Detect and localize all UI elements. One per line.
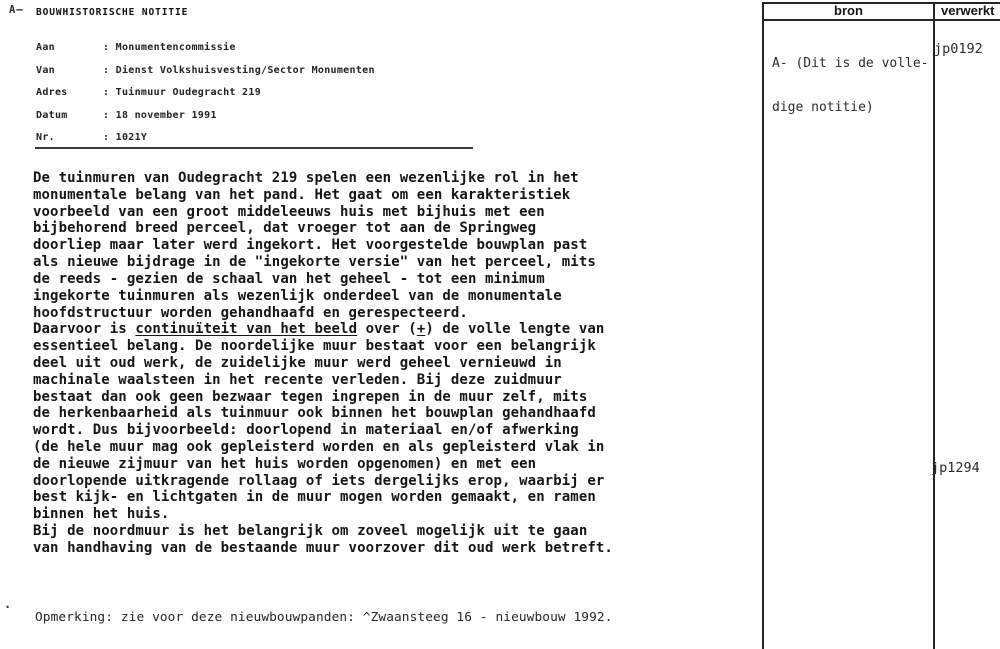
body-line: als nieuwe bijdrage in de "ingekorte versie" van het perceel, mits <box>33 254 596 271</box>
verwerkt-entry-jp0192: jp0192 <box>934 41 983 57</box>
body-line: deel uit oud werk, de zuidelijke muur werd geheel vernieuwd in <box>33 354 562 371</box>
meta-value-aan: : Monumentencommissie <box>103 42 236 53</box>
body-line: hoofdstructuur worden gehandhaafd en gerespecteerd. <box>33 304 468 321</box>
meta-label-aan: Aan <box>36 42 55 53</box>
body-line: Bij de noordmuur is het belangrijk om zoveel mogelijk uit te gaan <box>33 523 588 540</box>
meta-label-datum: Datum <box>36 109 68 121</box>
body-line: van handhaving van de bestaande muur voorzover dit oud werk betreft. <box>33 539 613 556</box>
body-text <box>33 170 673 557</box>
body-line: bijbehorend breed perceel, dat vroeger tot aan de Springweg <box>33 220 537 237</box>
document-ref-label: A— <box>9 4 24 16</box>
body-line: de reeds - gezien de schaal van het geheel - tot een minimum <box>33 270 545 287</box>
body-line: wordt. Dus bijvoorbeeld: doorlopend in materiaal en/of afwerking <box>33 422 579 439</box>
body-line: de nieuwe zijmuur van het huis worden opgenomen) en met een <box>33 455 537 472</box>
body-line: De tuinmuren van Oudegracht 219 spelen een wezenlijke rol in het <box>33 170 579 186</box>
meta-label-van: Van <box>36 64 55 76</box>
bron-cell-line1: A- (Dit is de volle- <box>772 56 929 71</box>
body-line: ingekorte tuinmuren als wezenlijk onderdeel van de monumentale <box>33 287 562 304</box>
meta-value-nr: : 1021Y <box>103 131 148 143</box>
body-line: machinale waalsteen in het recente verleden. Bij deze zuidmuur <box>33 371 562 388</box>
body-line: (de hele muur mag ook gepleisterd worden en als gepleisterd vlak in <box>33 439 605 455</box>
remark-line: Opmerking: zie voor deze nieuwbouwpanden: ^Zwaansteeg 16 - nieuwbouw 1992. <box>35 610 613 625</box>
body-line: essentieel belang. De noordelijke muur bestaat voor een belangrijk <box>33 338 596 355</box>
stray-scan-mark: . <box>4 597 12 611</box>
verwerkt-entry-jp1294: jp1294 <box>931 460 980 476</box>
body-line: voorbeeld van een groot middeleeuws huis met bijhuis met een <box>33 203 545 220</box>
body-line: doorliep maar later werd ingekort. Het voorgestelde bouwplan past <box>33 237 588 254</box>
column-header-verwerkt: verwerkt <box>941 3 995 18</box>
table-header-separator <box>762 19 1000 21</box>
body-line: de herkenbaarheid als tuinmuur ook binnen het bouwplan gehandhaafd <box>33 405 596 422</box>
meta-value-datum: : 18 november 1991 <box>103 109 217 121</box>
body-line: bestaat dan ook geen bezwaar tegen ingrepen in de muur zelf, mits <box>33 388 588 405</box>
body-line: monumentale belang van het pand. Het gaat om een karakteristiek <box>33 186 571 203</box>
meta-label-adres: Adres <box>36 87 68 98</box>
meta-value-adres: : Tuinmuur Oudegracht 219 <box>103 87 262 98</box>
column-header-bron: bron <box>834 3 863 18</box>
body-line: best kijk- en lichtgaten in de muur mogen worden gemaakt, en ramen <box>33 489 596 506</box>
meta-value-van: : Dienst Volkshuisvesting/Sector Monumenten <box>103 64 375 76</box>
body-line: Daarvoor is continuïteit van het beeld over (+) de volle lengte van <box>33 321 605 338</box>
bron-cell-note <box>772 28 929 130</box>
meta-label-nr: Nr. <box>36 131 55 143</box>
body-line: doorlopende uitkragende rollaag of iets dergelijks erop, waarbij er <box>33 472 605 489</box>
header-divider <box>35 147 473 149</box>
page-title: BOUWHISTORISCHE NOTITIE <box>36 7 189 18</box>
table-column-divider <box>933 2 935 649</box>
body-line: binnen het huis. <box>33 506 170 523</box>
bron-cell-line2: dige notitie) <box>772 99 874 115</box>
table-left-border <box>762 2 764 649</box>
